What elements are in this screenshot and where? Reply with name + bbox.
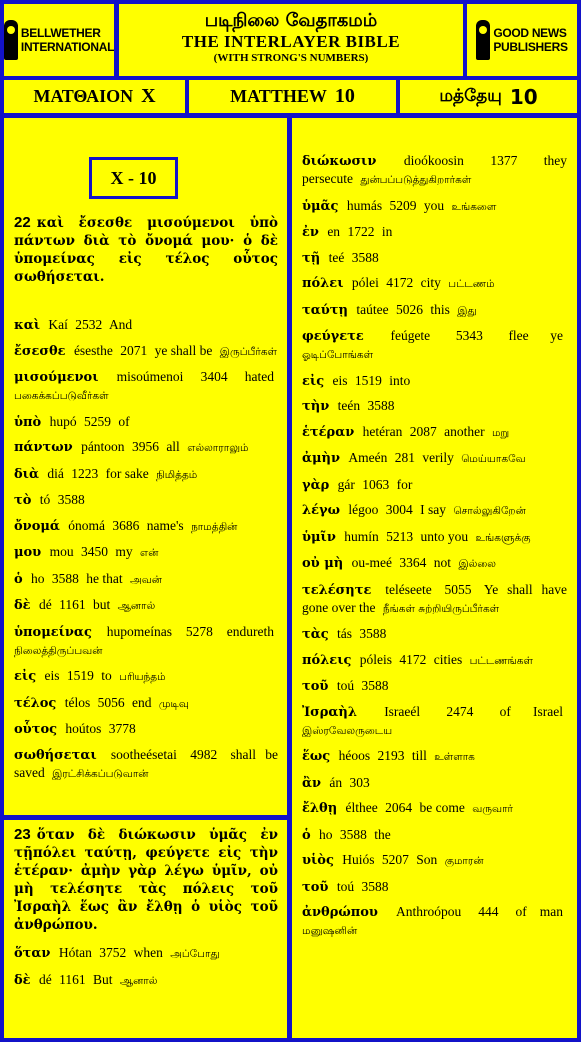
strong-number: 5343: [455, 328, 483, 343]
word-entry: [302, 197, 567, 216]
transliteration: Huiós: [342, 852, 375, 867]
tamil-gloss: இஸ்ரவேலருடைய: [302, 724, 393, 737]
greek-word: δὲ: [14, 972, 31, 988]
english-gloss: into: [389, 372, 411, 388]
greek-word: οὐ μὴ: [302, 556, 344, 571]
english-gloss: the: [374, 826, 391, 842]
tamil-gloss: நிமித்தம்: [156, 468, 198, 481]
word-entry: [14, 570, 278, 589]
strong-number: 3004: [385, 502, 413, 517]
english-gloss: when: [133, 945, 163, 960]
english-gloss: they persecute: [302, 153, 568, 186]
word-entry: [14, 342, 278, 361]
word-entry: [302, 301, 567, 320]
verse23-greek: ὅταν δὲ διώκωσιν ὑμᾶς ἐν τῇπόλει ταύτῃ, φεύγετε εἰς τὴν ἑτέραν· ἀμὴν γὰρ λέγω ὑμῖν, οὐ μὴ τελέσητε τὰς πόλεις τοῦ Ἰσραὴλ ἕως ἂν ἔλθῃ ὁ υἱὸς τοῦ ἀνθρώπου.: [14, 827, 278, 933]
strong-number: 4172: [386, 275, 414, 290]
tamil-gloss: இது: [457, 304, 477, 317]
ref-greek-chapter: Χ: [141, 85, 156, 107]
english-gloss: unto you: [420, 528, 469, 544]
greek-word: δὲ: [14, 598, 31, 613]
word-entry: [14, 316, 278, 334]
greek-word: ὄνομά: [14, 518, 60, 534]
verse23-word-list: [14, 944, 278, 997]
word-entry: [302, 223, 567, 241]
word-entry: [14, 720, 278, 738]
title-subtitle: (WITH STRONG'S NUMBERS): [213, 52, 369, 64]
greek-word: ὑμᾶς: [302, 198, 339, 214]
word-entry: [14, 413, 278, 431]
tamil-gloss: அப்போது: [170, 948, 220, 960]
left-logo-line1: BELLWETHER: [20, 26, 101, 40]
tamil-gloss: நாமத்தின்: [191, 520, 238, 533]
strong-number: 3752: [99, 945, 127, 960]
word-entry: [14, 517, 278, 536]
english-gloss: Son: [416, 852, 438, 867]
transliteration: diá: [47, 465, 64, 481]
bellwether-logo-icon: [4, 20, 18, 60]
strong-number: 3588: [57, 492, 85, 507]
greek-word: φεύγετε: [302, 329, 364, 344]
ref-english-book: MATTHEW: [230, 86, 327, 106]
transliteration: ho: [31, 570, 45, 586]
right-logo-line1: GOOD NEWS: [493, 26, 567, 40]
transliteration: en: [327, 224, 341, 239]
strong-number: 3686: [112, 517, 140, 533]
tamil-gloss: பகைக்கப்படுவீர்கள்: [14, 390, 109, 402]
good-news-logo: [467, 4, 577, 76]
transliteration: ésesthe: [73, 342, 113, 358]
greek-word: τελέσητε: [302, 582, 372, 598]
strong-number: 3450: [80, 544, 108, 559]
greek-word: γὰρ: [302, 477, 330, 493]
verse22-text: [14, 214, 278, 286]
transliteration: pólei: [351, 275, 379, 290]
word-entry: [302, 554, 567, 573]
word-entry: [302, 581, 567, 618]
strong-number: 3588: [51, 570, 79, 586]
strong-number: 2064: [385, 800, 413, 815]
greek-word: μισούμενοι: [14, 370, 99, 385]
greek-word: μου: [14, 545, 42, 560]
greek-word: λέγω: [302, 503, 340, 518]
tamil-gloss: உங்களை: [451, 200, 497, 213]
transliteration: toú: [336, 678, 355, 693]
tamil-gloss: பட்டணங்கள்: [469, 654, 533, 667]
transliteration: Kaí: [48, 317, 68, 332]
tamil-gloss: உள்ளாக: [434, 751, 475, 763]
english-gloss: you: [423, 197, 445, 213]
word-entry: [302, 851, 567, 870]
english-gloss: verily: [422, 450, 454, 465]
tamil-gloss: உங்களுக்கு: [475, 531, 531, 544]
strong-number: 3956: [131, 439, 159, 454]
strong-number: 5207: [381, 852, 409, 867]
word-entry: [302, 423, 567, 442]
word-entry: [302, 372, 567, 390]
strong-number: 281: [394, 450, 415, 465]
word-entry: [14, 368, 278, 405]
greek-word: ὑπομείνας: [14, 624, 92, 640]
word-entry: [14, 465, 278, 484]
ref-greek-book: ΜΑΤΘΑΙΟΝ: [33, 86, 134, 106]
tamil-gloss: மெய்யாகவே: [461, 453, 526, 465]
word-entry: [14, 543, 278, 562]
greek-word: ἕως: [302, 749, 331, 764]
word-entry: [302, 747, 567, 766]
english-gloss: city: [420, 275, 441, 290]
greek-word: διὰ: [14, 466, 39, 482]
transliteration: pántoon: [81, 439, 125, 454]
word-entry: [302, 449, 567, 468]
english-gloss: of man: [515, 904, 563, 919]
greek-word: τέλος: [14, 695, 57, 711]
title-tamil: படிநிலை வேதாகமம்: [204, 10, 378, 31]
ref-tamil-chapter: 10: [509, 84, 538, 109]
english-gloss: another: [444, 423, 485, 439]
word-entry: [302, 826, 567, 844]
strong-number: 3588: [359, 626, 387, 641]
transliteration: mou: [49, 544, 74, 559]
tamil-gloss: சொல்லுகிறேன்: [453, 505, 526, 517]
greek-word: διώκωσιν: [302, 154, 377, 169]
ref-tamil: [400, 80, 577, 113]
strong-number: 5213: [386, 528, 414, 544]
word-entry: [14, 944, 278, 963]
greek-word: ὅταν: [14, 946, 51, 961]
right-word-list: [302, 152, 567, 948]
word-entry: [14, 623, 278, 660]
word-entry: [302, 501, 567, 520]
title-english: THE INTERLAYER BIBLE: [181, 32, 401, 51]
english-gloss: ye shall be: [154, 342, 213, 358]
strong-number: 1161: [59, 597, 86, 612]
greek-word: ὑπὸ: [14, 414, 42, 430]
word-entry: [302, 774, 567, 792]
strong-number: 2532: [75, 317, 103, 332]
transliteration: gár: [337, 476, 355, 492]
strong-number: 3588: [339, 826, 367, 842]
greek-word: πάντων: [14, 440, 73, 455]
transliteration: humás: [346, 197, 383, 213]
transliteration: ónomá: [68, 517, 106, 533]
greek-word: ἐν: [302, 225, 319, 240]
tamil-gloss: முடிவு: [158, 697, 189, 710]
tamil-gloss: அவன்: [130, 573, 162, 586]
word-entry: [302, 152, 567, 189]
verse23-number: 23: [14, 826, 31, 843]
strong-number: 2071: [120, 342, 148, 358]
english-gloss: in: [381, 224, 393, 239]
word-entry: [302, 397, 567, 415]
chapter-badge: Χ - 10: [89, 157, 178, 199]
transliteration: Israeél: [384, 703, 421, 719]
greek-word: πόλεις: [302, 652, 352, 668]
transliteration: toú: [336, 878, 355, 894]
english-gloss: to: [101, 668, 112, 683]
word-entry: [302, 327, 567, 364]
strong-number: 1519: [66, 668, 94, 683]
transliteration: élthee: [345, 800, 378, 815]
verse22-number: 22: [14, 214, 31, 231]
greek-word: ἑτέραν: [302, 424, 355, 440]
left-logo-line2: INTERNATIONAL: [20, 40, 114, 54]
tamil-gloss: என்: [140, 547, 159, 559]
strong-number: 5209: [389, 197, 417, 213]
word-entry: [302, 703, 567, 740]
transliteration: sootheésetai: [110, 746, 177, 762]
greek-word: ἔσεσθε: [14, 343, 66, 359]
word-entry: [14, 438, 278, 457]
strong-number: 1223: [71, 465, 99, 481]
english-gloss: shall be saved: [14, 746, 279, 780]
transliteration: tó: [39, 492, 51, 507]
english-gloss: name's: [146, 517, 184, 533]
transliteration: hupó: [49, 413, 77, 429]
english-gloss: this: [430, 301, 450, 317]
transliteration: ho: [319, 826, 333, 842]
ref-english: [189, 80, 396, 113]
greek-word: ὑμῖν: [302, 529, 336, 545]
word-entry: [302, 903, 567, 940]
greek-word: καὶ: [14, 318, 41, 333]
greek-word: τοῦ: [302, 879, 329, 895]
word-entry: [14, 491, 278, 509]
word-entry: [14, 694, 278, 713]
greek-word: ἔλθῃ: [302, 801, 338, 816]
tamil-gloss: ஆனால்: [119, 974, 158, 987]
transliteration: teé: [328, 249, 345, 265]
english-gloss: of Israel: [499, 703, 564, 719]
greek-word: τὸ: [14, 493, 32, 508]
strong-number: 3778: [108, 721, 136, 736]
transliteration: teléseete: [385, 581, 432, 597]
word-entry: [302, 476, 567, 494]
greek-word: υἱὸς: [302, 853, 334, 868]
greek-word: πόλει: [302, 276, 344, 291]
greek-word: ταύτῃ: [302, 302, 348, 318]
english-gloss: be come: [419, 800, 465, 815]
greek-word: τῇ: [302, 250, 321, 266]
greek-word: Ἰσραὴλ: [302, 704, 357, 720]
greek-word: ὁ: [302, 827, 311, 843]
word-entry: [302, 274, 567, 293]
tamil-gloss: நீங்கள் சுற்றியிருப்பீர்கள்: [382, 602, 500, 615]
english-gloss: And: [108, 317, 133, 332]
transliteration: humín: [344, 528, 379, 544]
transliteration: Ameén: [348, 450, 388, 465]
greek-word: ἀνθρώπου: [302, 905, 378, 920]
tamil-gloss: நிலைத்திருப்பவன்: [14, 644, 103, 657]
strong-number: 4172: [399, 651, 427, 667]
transliteration: póleis: [359, 651, 393, 667]
tamil-gloss: துன்பப்படுத்துகிறார்கள்: [360, 174, 472, 186]
transliteration: Anthroópou: [395, 904, 462, 919]
transliteration: teén: [337, 398, 361, 413]
ref-greek: [4, 80, 185, 113]
english-gloss: cities: [433, 651, 463, 667]
transliteration: hupomeínas: [106, 623, 172, 639]
ref-tamil-book: மத்தேயு: [439, 85, 502, 106]
greek-word: τὴν: [302, 399, 330, 414]
word-entry: [14, 596, 278, 615]
english-gloss: of: [118, 413, 130, 429]
english-gloss: I say: [420, 502, 446, 517]
strong-number: 303: [349, 774, 370, 790]
word-entry: [302, 799, 567, 818]
tamil-gloss: எல்லாராலும்: [187, 442, 249, 454]
tamil-gloss: பட்டணம்: [448, 278, 495, 290]
strong-number: 3364: [399, 555, 427, 570]
transliteration: légoo: [348, 502, 379, 517]
word-entry: [302, 625, 567, 643]
english-gloss: not: [433, 555, 452, 570]
english-gloss: end: [131, 694, 152, 710]
strong-number: 3404: [200, 369, 228, 384]
greek-word: εἰς: [302, 373, 325, 389]
strong-number: 3588: [367, 398, 395, 413]
word-entry: [302, 528, 567, 547]
strong-number: 1519: [354, 372, 382, 388]
word-entry: [14, 971, 278, 990]
greek-word: ἂν: [302, 775, 322, 791]
transliteration: héoos: [338, 748, 371, 763]
transliteration: tás: [337, 626, 353, 641]
ref-english-chapter: 10: [334, 85, 355, 107]
tamil-gloss: மறு: [491, 426, 510, 439]
english-gloss: but: [92, 597, 111, 612]
strong-number: 1161: [59, 971, 86, 987]
strong-number: 3588: [361, 678, 389, 693]
verse23-text: [14, 826, 278, 934]
transliteration: hoútos: [65, 721, 102, 736]
tamil-gloss: ஓடிப்போங்கள்: [302, 349, 374, 361]
word-entry: [14, 667, 278, 686]
strong-number: 1063: [362, 476, 390, 492]
word-entry: [14, 746, 278, 783]
strong-number: 2193: [377, 748, 405, 763]
tamil-gloss: ஆனால்: [117, 600, 156, 612]
english-gloss: But: [92, 971, 113, 987]
strong-number: 5055: [444, 581, 472, 597]
tamil-gloss: இல்லை: [458, 558, 497, 570]
word-entry: [302, 651, 567, 670]
transliteration: Hótan: [58, 945, 92, 960]
title-block: [119, 4, 463, 76]
english-gloss: flee ye: [508, 328, 564, 343]
english-gloss: my: [115, 544, 133, 559]
english-gloss: for: [396, 476, 413, 492]
english-gloss: hated: [244, 369, 274, 384]
greek-word: εἰς: [14, 669, 37, 684]
strong-number: 5278: [185, 623, 213, 639]
tamil-gloss: வருவார்: [472, 803, 514, 815]
transliteration: taútee: [356, 301, 389, 317]
word-entry: [302, 249, 567, 267]
right-logo-line2: PUBLISHERS: [493, 40, 568, 54]
transliteration: ou-meé: [351, 555, 393, 570]
english-gloss: he that: [86, 570, 123, 586]
strong-number: 5026: [395, 301, 423, 317]
english-gloss: for sake: [105, 465, 149, 481]
greek-word: οὗτος: [14, 722, 58, 737]
strong-number: 2087: [409, 423, 437, 439]
verse22-word-list: [14, 316, 278, 790]
transliteration: eis: [44, 668, 60, 683]
verse22-greek: καὶ ἔσεσθε μισούμενοι ὑπὸ πάντων διὰ τὸ ὄνομά μου· ὁ δὲ ὑπομείνας εἰς τέλος οὗτος σωθήσεται.: [14, 215, 278, 285]
word-entry: [302, 878, 567, 896]
greek-word: τοῦ: [302, 679, 329, 694]
transliteration: feúgete: [390, 328, 431, 343]
transliteration: dioókoosin: [403, 153, 464, 168]
english-gloss: endureth: [226, 623, 275, 639]
tamil-gloss: இருப்பீர்கள்: [219, 345, 278, 358]
strong-number: 444: [478, 904, 499, 919]
bellwether-logo: [4, 4, 114, 76]
strong-number: 5056: [97, 694, 125, 710]
strong-number: 4982: [190, 746, 218, 762]
greek-word: σωθήσεται: [14, 747, 97, 763]
english-gloss: till: [411, 748, 427, 763]
transliteration: hetéran: [362, 423, 403, 439]
tamil-gloss: மனுஷனின்: [302, 925, 358, 937]
word-entry: [302, 677, 567, 695]
tamil-gloss: பரியந்தம்: [119, 671, 166, 683]
transliteration: télos: [64, 694, 91, 710]
strong-number: 3588: [351, 249, 379, 265]
transliteration: án: [329, 774, 343, 790]
strong-number: 1722: [347, 224, 375, 239]
english-gloss: all: [166, 439, 180, 454]
good-news-logo-icon: [476, 20, 490, 60]
greek-word: ἀμὴν: [302, 451, 340, 466]
strong-number: 1377: [490, 153, 518, 168]
transliteration: eis: [332, 372, 348, 388]
greek-word: ὁ: [14, 571, 23, 587]
transliteration: misoúmenoi: [116, 369, 184, 384]
english-gloss: Ye shall have gone over the: [302, 581, 567, 615]
transliteration: dé: [38, 971, 52, 987]
transliteration: dé: [38, 597, 52, 612]
tamil-gloss: குமாரன்: [444, 855, 484, 867]
greek-word: τὰς: [302, 627, 329, 642]
tamil-gloss: இரட்சிக்கப்படுவான்: [52, 767, 149, 780]
strong-number: 2474: [446, 703, 474, 719]
strong-number: 5259: [83, 413, 111, 429]
strong-number: 3588: [361, 878, 389, 894]
